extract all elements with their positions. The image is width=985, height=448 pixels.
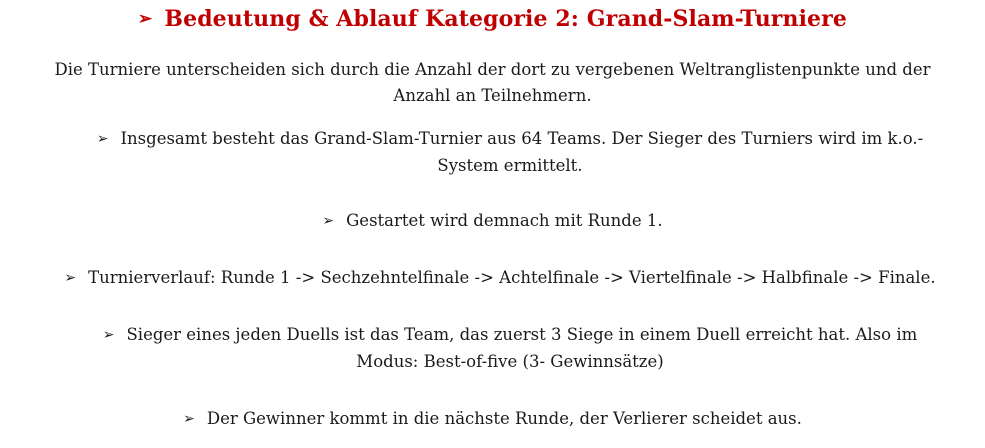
bullet-text-line-1: Insgesamt besteht das Grand-Slam-Turnier aus 64 Teams. Der Sieger des Turniers wird im k.o.- xyxy=(120,129,924,148)
bullet-text-line-1: Sieger eines jeden Duells ist das Team, das zuerst 3 Siege in einem Duell erreicht hat. Also im xyxy=(126,325,918,344)
arrow-bullet-icon: ➢ xyxy=(64,270,77,286)
bullet-item-advance xyxy=(0,406,985,433)
bullet-item-progression xyxy=(40,265,960,292)
bullet-item-teams xyxy=(70,126,950,179)
intro-line-1: Die Turniere unterscheiden sich durch die Anzahl der dort zu vergebenen Weltranglistenpunkte und der xyxy=(54,60,931,79)
bullet-item-duel-winner xyxy=(70,322,950,375)
arrow-bullet-icon: ➢ xyxy=(322,213,335,229)
intro-line-2: Anzahl an Teilnehmern. xyxy=(393,86,592,105)
arrow-bullet-icon: ➢ xyxy=(138,9,153,29)
bullet-text-line-1: Der Gewinner kommt in die nächste Runde, der Verlierer scheidet aus. xyxy=(206,409,802,428)
bullet-item-start xyxy=(0,208,985,235)
arrow-bullet-icon: ➢ xyxy=(96,131,109,147)
bullet-text-line-2: Modus: Best-of-five (3- Gewinnsätze) xyxy=(356,352,664,371)
section-heading xyxy=(0,6,985,32)
bullet-text-line-1: Turnierverlauf: Runde 1 -> Sechzehntelfinale -> Achtelfinale -> Viertelfinale -> Halbfinale -> Finale. xyxy=(88,268,936,287)
arrow-bullet-icon: ➢ xyxy=(183,411,195,427)
intro-paragraph xyxy=(30,57,955,109)
heading-text: Bedeutung & Ablauf Kategorie 2: Grand-Slam-Turniere xyxy=(164,6,847,32)
arrow-bullet-icon: ➢ xyxy=(102,327,115,343)
bullet-text-line-1: Gestartet wird demnach mit Runde 1. xyxy=(346,211,663,230)
bullet-text-line-2: System ermittelt. xyxy=(437,156,583,175)
